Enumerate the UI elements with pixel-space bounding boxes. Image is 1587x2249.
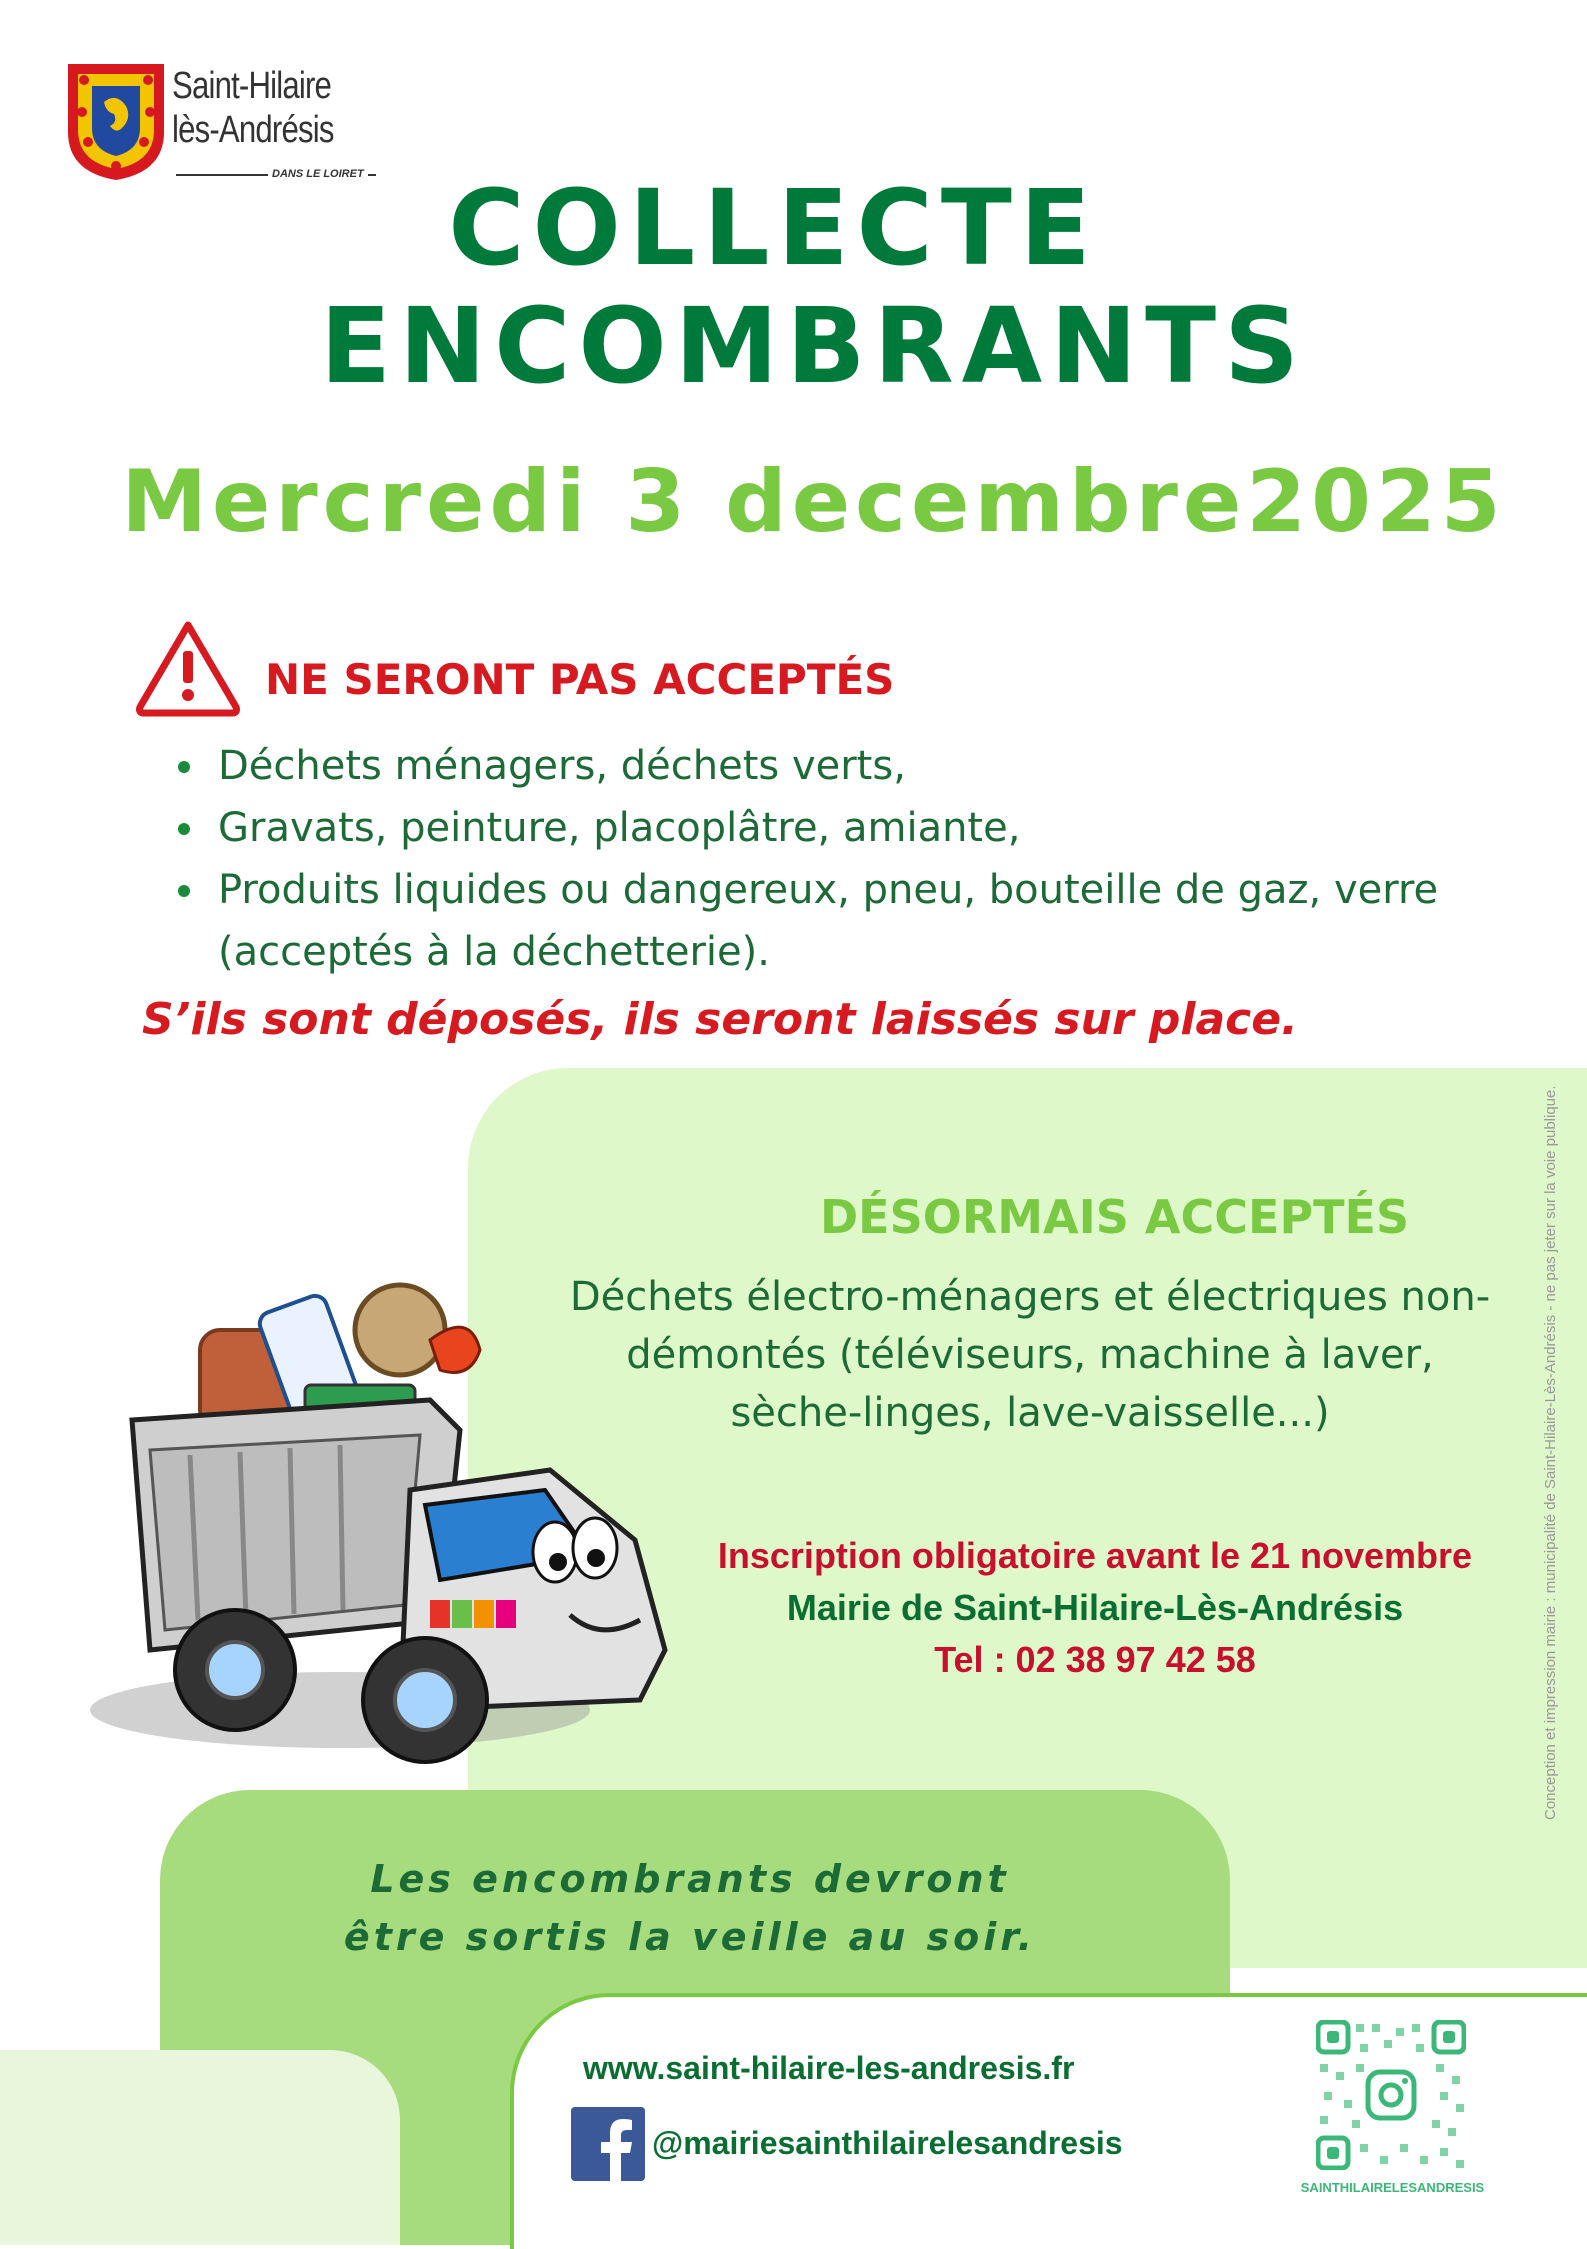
inscription-mairie: Mairie de Saint-Hilaire-Lès-Andrésis — [786, 1587, 1404, 1628]
not-accepted-heading: NE SERONT PAS ACCEPTÉS — [265, 655, 895, 704]
logo-line1: Saint-Hilaire — [172, 65, 332, 107]
title-line1: COLLECTE — [448, 167, 1099, 289]
warning-icon — [134, 617, 242, 717]
list-item — [176, 859, 1506, 983]
list-item-text: Gravats, peinture, placoplâtre, amiante, — [218, 805, 1021, 851]
truck-illustration — [80, 1270, 690, 1790]
accepted-text: Déchets électro-ménagers et électriques non-démontés (téléviseurs, machine à laver, sèche-linges, lave-vaisselle...) — [569, 1274, 1491, 1436]
facebook-icon[interactable] — [571, 2107, 645, 2181]
collection-date: Mercredi 3 decembre2025 — [121, 452, 1506, 552]
veille-line1: Les encombrants devront — [370, 1857, 1010, 1901]
not-accepted-note: S’ils sont déposés, ils seront laissés sur place. — [142, 994, 1298, 1045]
veille-line2: être sortis la veille au soir. — [343, 1915, 1037, 1959]
accepted-heading: DÉSORMAIS ACCEPTÉS — [820, 1190, 1410, 1244]
logo-wordmark — [172, 64, 334, 152]
bullet-icon — [178, 823, 190, 835]
logo-line2: lès-Andrésis — [172, 109, 334, 151]
bullet-icon — [178, 761, 190, 773]
qr-label: SAINTHILAIRELESANDRESIS — [1300, 2180, 1485, 2195]
title-line2: ENCOMBRANTS — [319, 285, 1308, 407]
side-credit: Conception et impression mairie : municipalité de Saint-Hilaire-Lès-Andrésis - ne pas jeter sur la voie publique. — [1542, 1085, 1559, 1820]
list-item — [176, 797, 1506, 859]
list-item-text: Déchets ménagers, déchets verts, — [218, 743, 906, 789]
corner-panel — [0, 2050, 400, 2245]
bullet-icon — [178, 885, 190, 897]
logo-subtitle: DANS LE LOIRET — [268, 168, 368, 180]
inscription-deadline: Inscription obligatoire avant le 21 novembre — [717, 1535, 1473, 1576]
website-link[interactable]: www.saint-hilaire-les-andresis.fr — [583, 2050, 1075, 2086]
veille-note — [190, 1850, 1190, 1966]
list-item — [176, 735, 1506, 797]
facebook-handle[interactable]: @mairiesainthilairelesandresis — [652, 2125, 1123, 2161]
not-accepted-list — [176, 735, 1506, 983]
inscription-phone[interactable]: Tel : 02 38 97 42 58 — [934, 1639, 1256, 1680]
inscription-block — [620, 1530, 1570, 1686]
qr-code[interactable] — [1316, 2020, 1466, 2170]
list-item-text: Produits liquides ou dangereux, pneu, bouteille de gaz, verre (acceptés à la déchetterie). — [218, 867, 1439, 975]
